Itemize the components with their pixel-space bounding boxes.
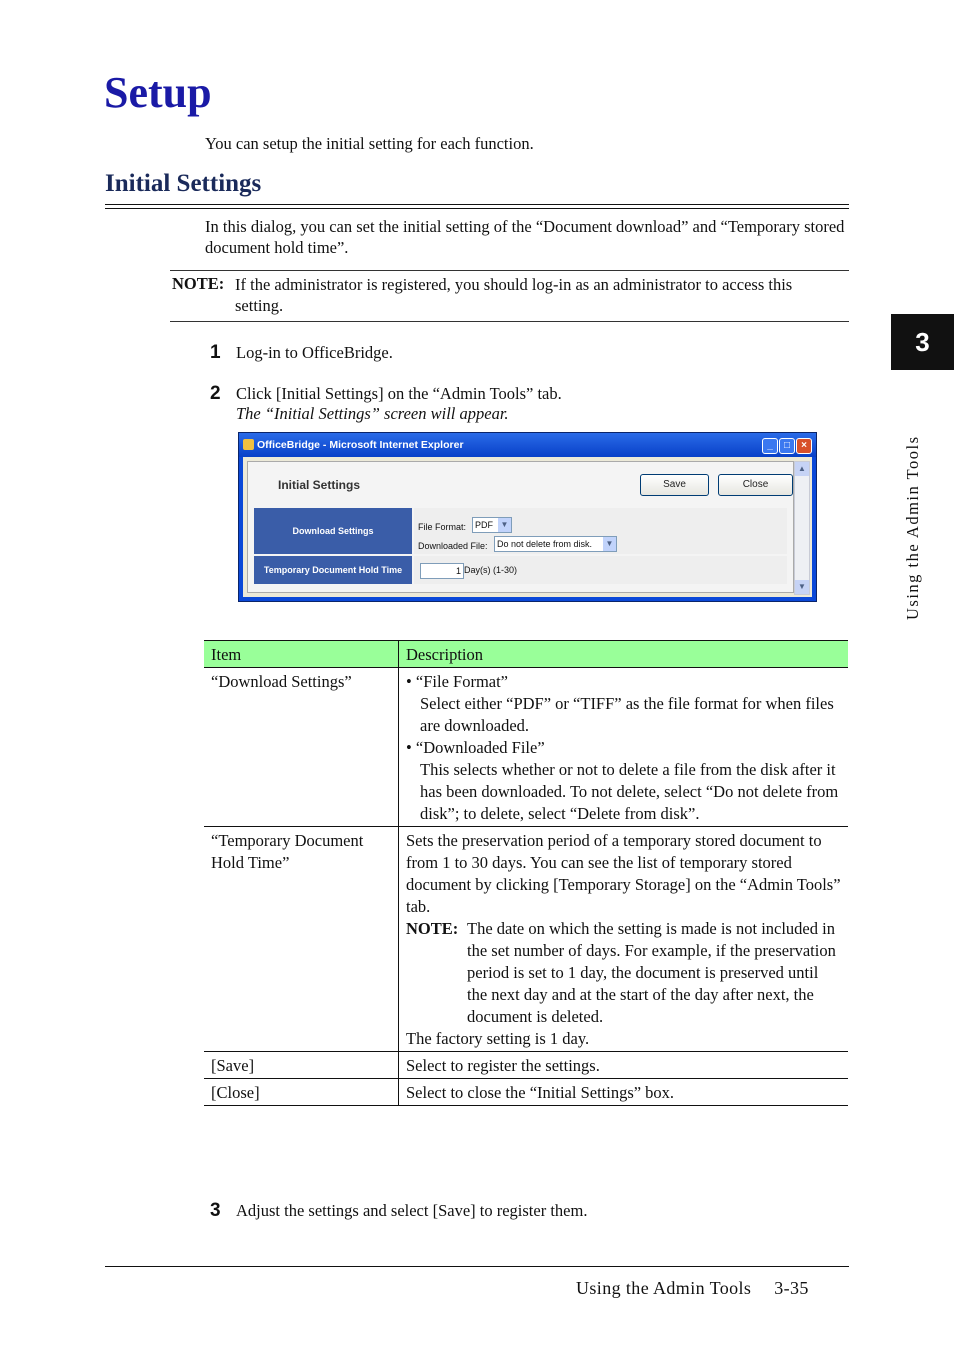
- chapter-tab: 3: [891, 314, 954, 370]
- step-1-number: 1: [210, 342, 221, 363]
- bullet-text: Select either “PDF” or “TIFF” as the file format for when files are downloaded.: [420, 694, 834, 735]
- scrollbar[interactable]: [794, 461, 810, 595]
- minimize-icon[interactable]: _: [762, 438, 778, 454]
- step-3-number: 3: [210, 1200, 221, 1221]
- row-description: [399, 827, 849, 1052]
- dialog-panel: [247, 461, 794, 593]
- note-label: NOTE:: [172, 274, 225, 293]
- scroll-up-icon[interactable]: ▲: [795, 462, 809, 476]
- header-item: Item: [204, 641, 399, 668]
- close-button[interactable]: Close: [718, 474, 793, 496]
- row-item: [Close]: [204, 1079, 399, 1106]
- row-note-text: The date on which the setting is made is not included in the set number of days. For example, if the preservation period is set to 1 day, the document is preserved until the next day and at the start of the day after next, the document is deleted.: [467, 919, 836, 1026]
- file-format-label: File Format:: [418, 522, 467, 532]
- section-paragraph: In this dialog, you can set the initial setting of the “Document download” and “Temporary stored document hold time”.: [205, 217, 845, 257]
- row-text: Sets the preservation period of a temporary stored document to from 1 to 30 days. You can see the list of temporary stored document by clicking [Temporary Storage] on the “Admin Tools” tab.: [406, 831, 841, 916]
- row-factory-text: The factory setting is 1 day.: [406, 1029, 590, 1048]
- download-settings-values: [414, 508, 787, 554]
- row-item: “Download Settings”: [204, 668, 399, 827]
- downloaded-file-value: Do not delete from disk.: [497, 539, 593, 549]
- step-3-text: Adjust the settings and select [Save] to register them.: [236, 1201, 588, 1220]
- dialog-title: Initial Settings: [278, 478, 361, 492]
- ie-icon: [243, 439, 254, 450]
- scroll-down-icon[interactable]: ▼: [795, 580, 809, 594]
- hold-time-values: [414, 556, 787, 584]
- row-description: [399, 668, 849, 827]
- downloaded-file-label: Downloaded File:: [418, 541, 488, 551]
- browser-window: [238, 432, 817, 602]
- bullet-heading: • “File Format”: [406, 672, 509, 691]
- step-2-text: Click [Initial Settings] on the “Admin Tools” tab.: [236, 384, 562, 403]
- row-note: [406, 918, 841, 1028]
- row-item: [Save]: [204, 1052, 399, 1079]
- row-description: Select to close the “Initial Settings” box.: [399, 1079, 849, 1106]
- step-2-result: The “Initial Settings” screen will appear.: [236, 404, 509, 423]
- hold-time-unit: Day(s) (1-30): [464, 565, 518, 575]
- downloaded-file-select[interactable]: [494, 536, 617, 552]
- bullet-heading: • “Downloaded File”: [406, 738, 545, 757]
- bullet-text: This selects whether or not to delete a file from the disk after it has been downloaded. To not delete, select “Do not delete from disk”; to delete, select “Delete from disk”.: [420, 760, 839, 823]
- row-description: Select to register the settings.: [399, 1052, 849, 1079]
- chevron-down-icon[interactable]: ▼: [603, 537, 616, 551]
- header-description: Description: [399, 641, 849, 668]
- window-title: OfficeBridge - Microsoft Internet Explorer: [257, 439, 464, 451]
- note-box: [170, 270, 849, 322]
- intro-text: You can setup the initial setting for each function.: [205, 134, 534, 153]
- download-settings-label: Download Settings: [254, 508, 412, 554]
- step-2-number: 2: [210, 383, 221, 404]
- hold-time-label: Temporary Document Hold Time: [254, 556, 412, 584]
- table-row: [204, 1079, 848, 1106]
- table-row: [204, 1052, 848, 1079]
- row-item: “Temporary Document Hold Time”: [204, 827, 399, 1052]
- footer-rule: [105, 1266, 849, 1267]
- maximize-icon[interactable]: □: [779, 438, 795, 454]
- save-button[interactable]: Save: [640, 474, 709, 496]
- page-number: 3-35: [774, 1278, 809, 1298]
- chapter-side-text: Using the Admin Tools: [903, 435, 922, 620]
- table-row: [204, 668, 848, 827]
- row-note-label: NOTE:: [406, 919, 459, 938]
- file-format-value: PDF: [475, 520, 493, 530]
- window-body: [243, 457, 812, 597]
- table-row: [204, 827, 848, 1052]
- table-header-row: [204, 641, 848, 668]
- description-table: [204, 640, 848, 1106]
- chevron-down-icon[interactable]: ▼: [498, 518, 511, 532]
- close-icon[interactable]: ×: [796, 438, 812, 454]
- step-1-text: Log-in to OfficeBridge.: [236, 343, 393, 362]
- hold-time-input[interactable]: 1: [420, 563, 464, 579]
- footer-text: Using the Admin Tools: [576, 1278, 752, 1298]
- section-title: Initial Settings: [105, 170, 262, 197]
- note-text: If the administrator is registered, you should log-in as an administrator to access this setting.: [235, 275, 793, 315]
- footer: [576, 1278, 809, 1299]
- section-rule: [105, 204, 849, 209]
- page-title: Setup: [104, 68, 212, 117]
- window-titlebar: [239, 433, 816, 457]
- file-format-select[interactable]: [472, 517, 512, 533]
